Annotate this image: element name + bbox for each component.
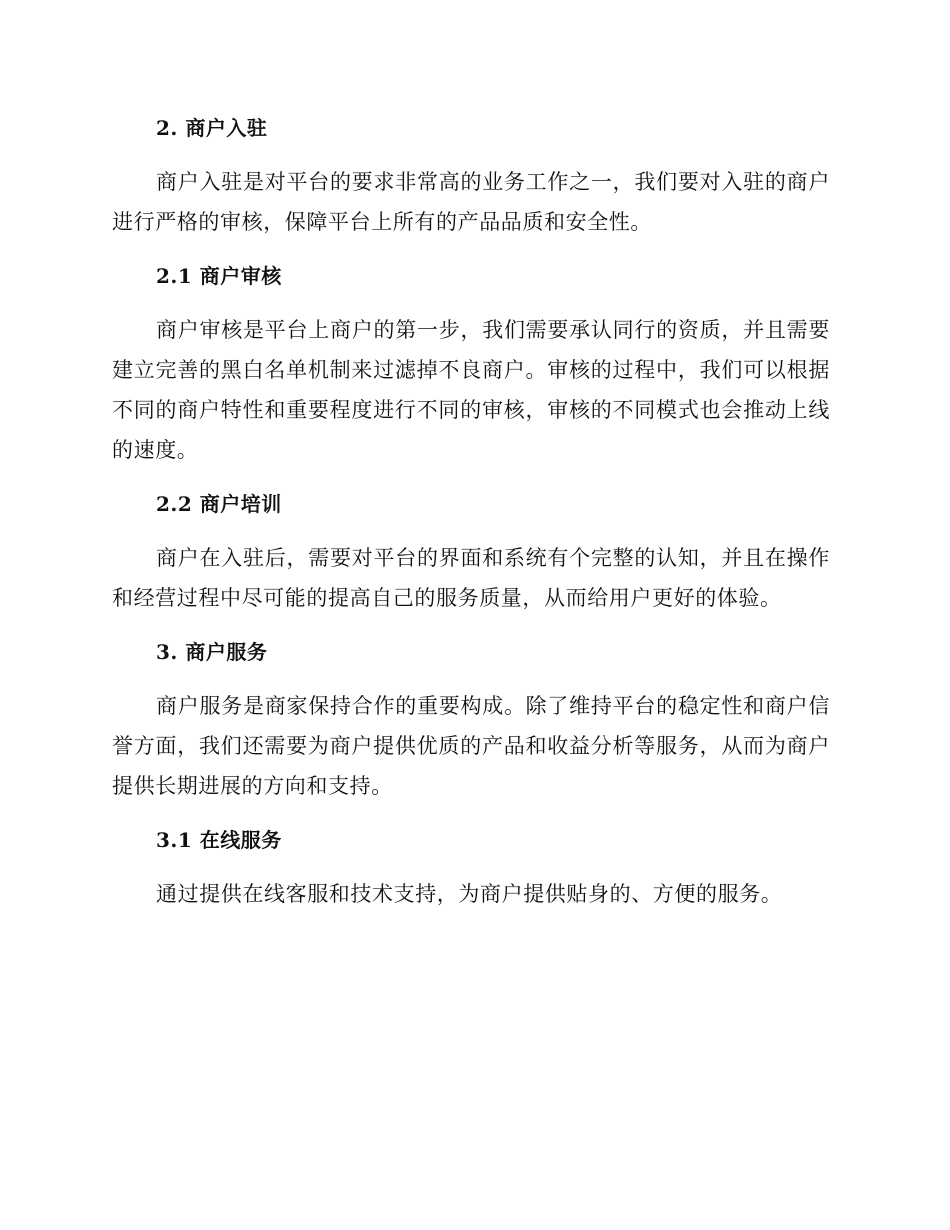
document-page — [112, 108, 830, 914]
section-heading-2-1: 2.1 商户审核 — [156, 264, 282, 288]
section-body-3-1: 通过提供在线客服和技术支持，为商户提供贴身的、方便的服务。 — [156, 882, 783, 906]
section-heading-3: 3. 商户服务 — [156, 640, 268, 664]
section-body-2: 商户入驻是对平台的要求非常高的业务工作之一，我们要对入驻的商户进行严格的审核，保障平台上所有的产品品质和安全性。 — [112, 170, 830, 234]
section-body-3: 商户服务是商家保持合作的重要构成。除了维持平台的稳定性和商户信誉方面，我们还需要为商户提供优质的产品和收益分析等服务，从而为商户提供长期进展的方向和支持。 — [112, 694, 830, 798]
section-body-2-1: 商户审核是平台上商户的第一步，我们需要承认同行的资质，并且需要建立完善的黑白名单机制来过滤掉不良商户。审核的过程中，我们可以根据不同的商户特性和重要程度进行不同的审核，审核的不同模式也会推动上线的速度。 — [112, 318, 830, 462]
section-heading-2-2: 2.2 商户培训 — [156, 492, 282, 516]
section-heading-3-1: 3.1 在线服务 — [156, 828, 282, 852]
section-body-2-2: 商户在入驻后，需要对平台的界面和系统有个完整的认知，并且在操作和经营过程中尽可能的提高自己的服务质量，从而给用户更好的体验。 — [112, 546, 830, 610]
section-heading-2: 2. 商户入驻 — [156, 116, 268, 140]
